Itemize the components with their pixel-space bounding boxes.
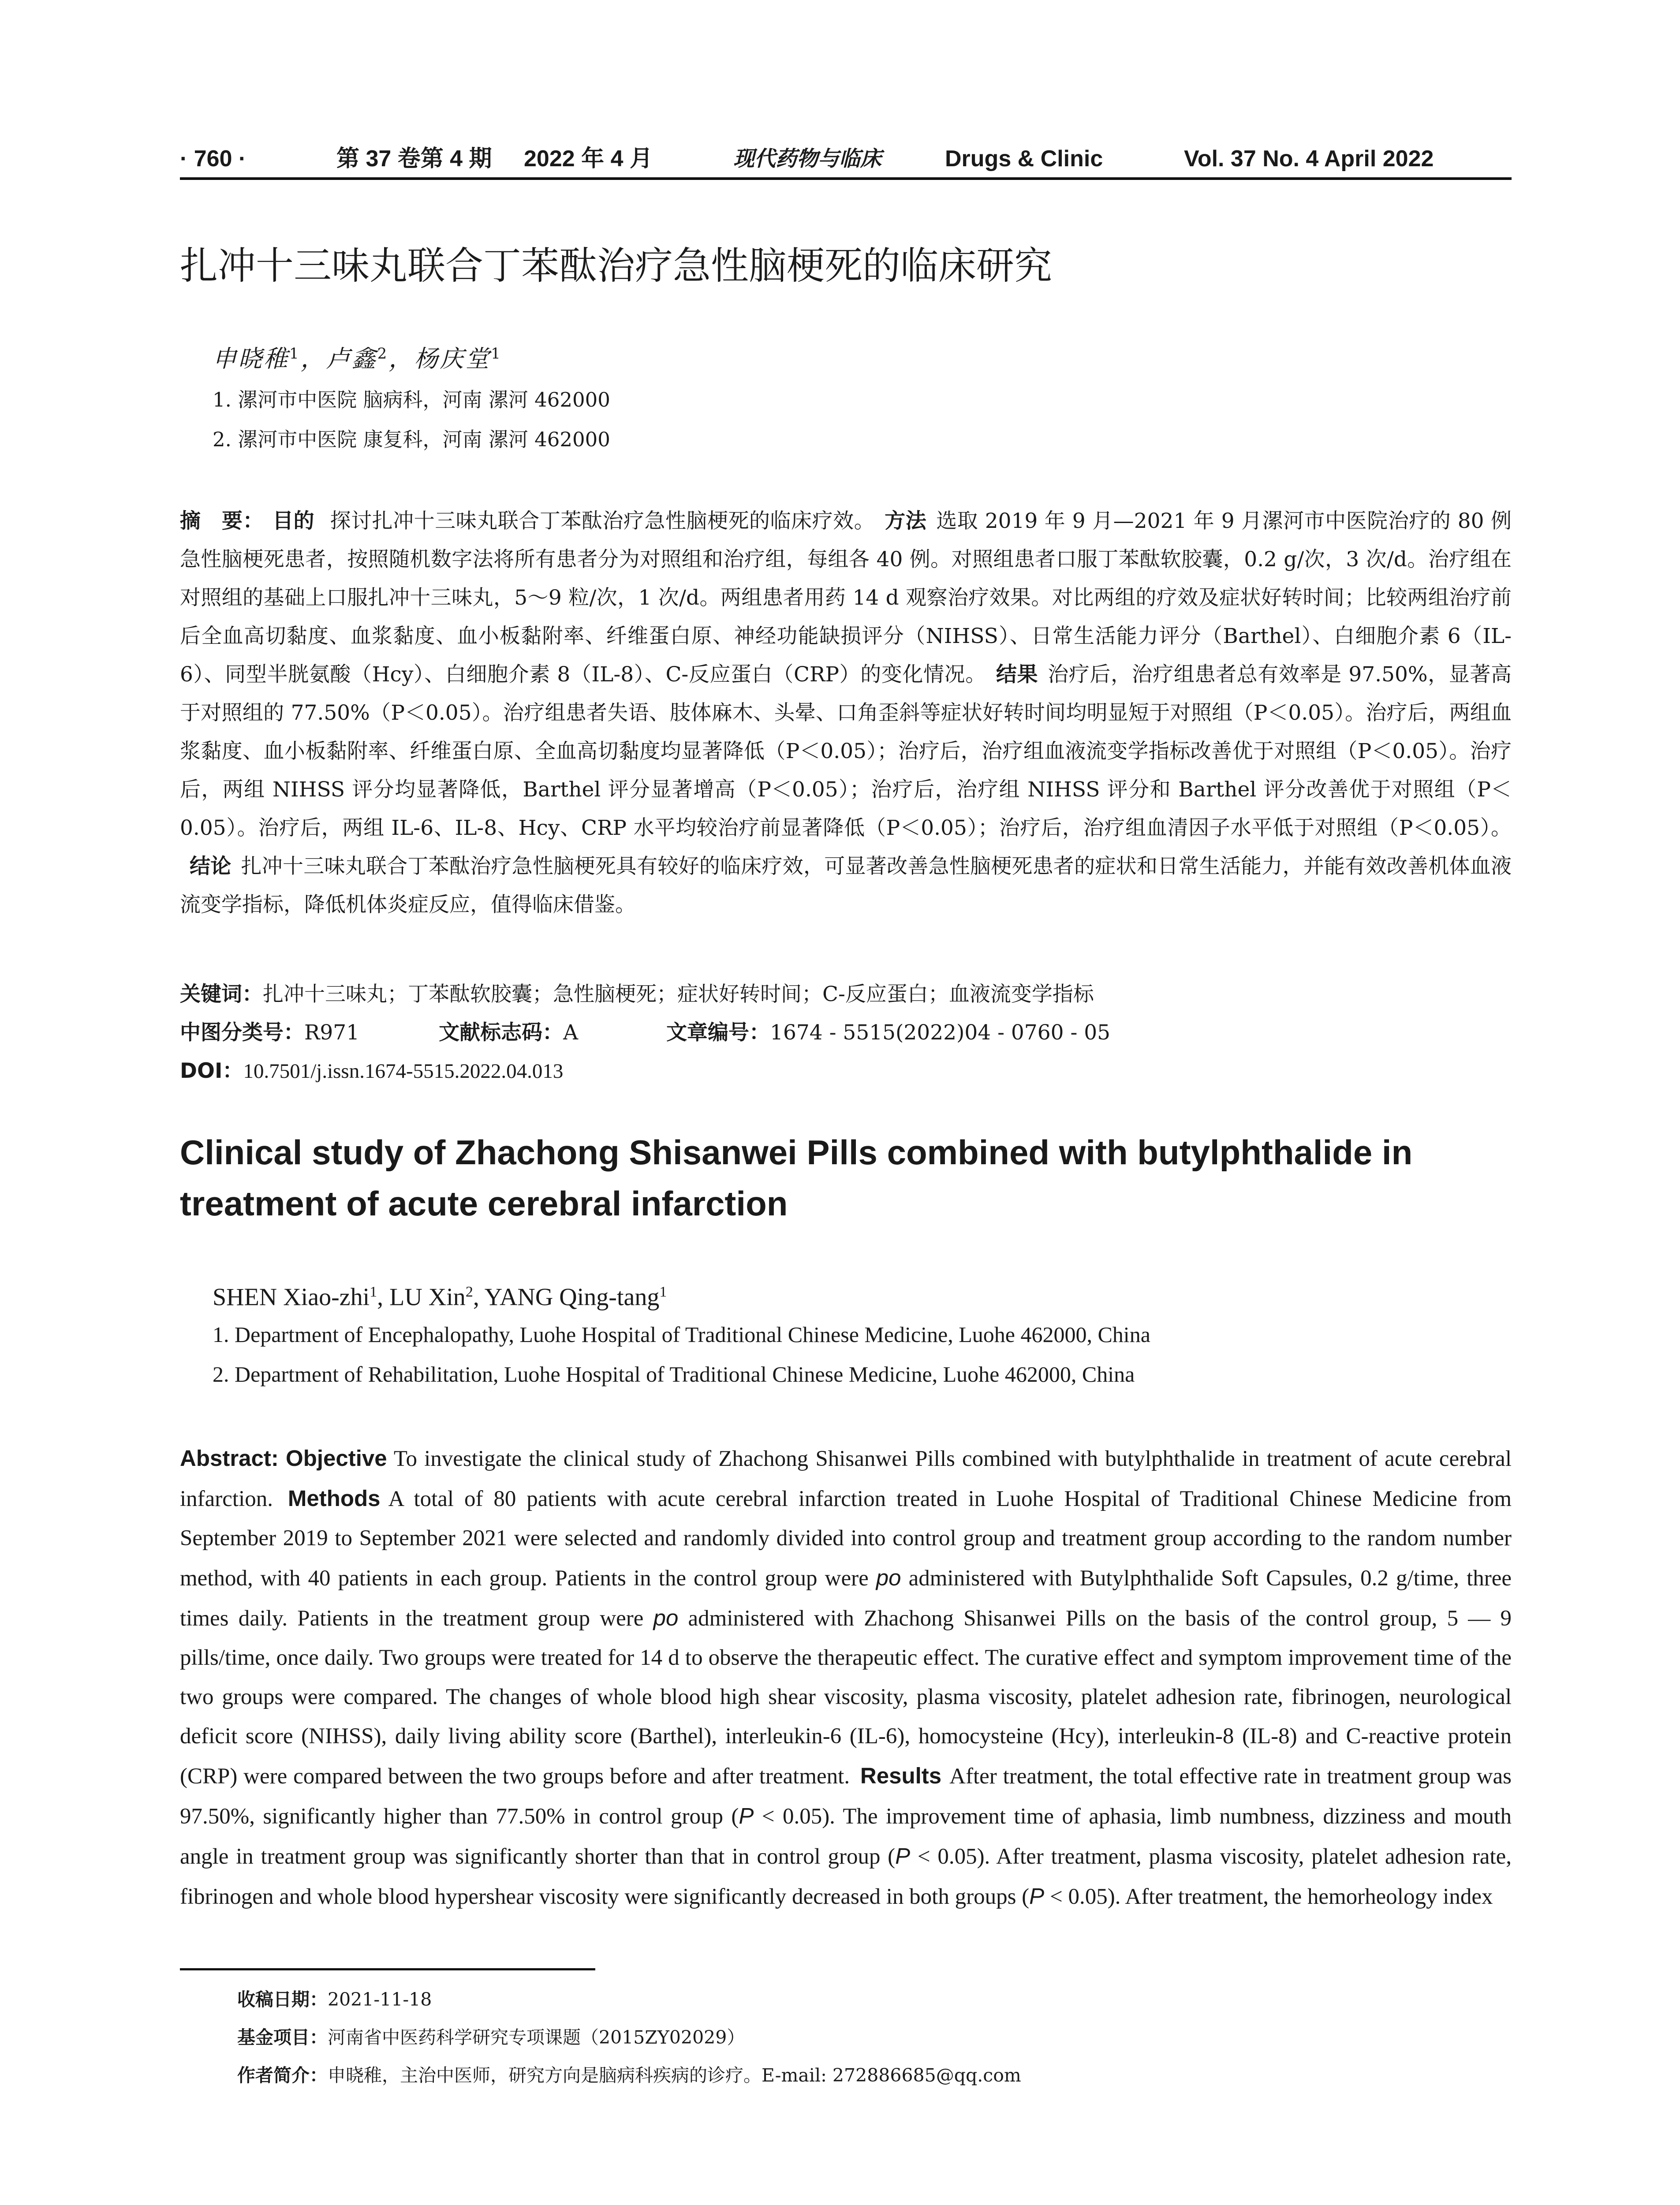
author-affil-mark: 1	[491, 345, 502, 363]
doi-line	[180, 1054, 563, 1089]
keywords-text: 扎冲十三味丸；丁苯酞软胶囊；急性脑梗死；症状好转时间；C-反应蛋白；血液流变学指标	[263, 982, 1094, 1006]
article-no-value: 1674 - 5515(2022)04 - 0760 - 05	[770, 1020, 1111, 1045]
po-abbrev: po	[653, 1605, 679, 1630]
methods-label: Methods	[287, 1486, 381, 1511]
author-name: 杨庆堂	[414, 345, 491, 373]
objective-text: To investigate the clinical study of Zhachong Shisanwei Pills combined with butylphthalide in treatment of acute cerebral infarction.	[180, 1446, 1512, 1511]
author-list-cn	[213, 336, 502, 377]
clc-label: 中图分类号：	[180, 1020, 304, 1045]
keywords-cn	[180, 977, 1094, 1012]
p-value-symbol: P	[895, 1843, 911, 1869]
author-name: YANG Qing-tang	[484, 1283, 660, 1311]
clc-value: R971	[304, 1020, 360, 1045]
po-abbrev: po	[876, 1565, 901, 1590]
conclusion-label: 结论	[190, 854, 231, 878]
author-separator: ,	[473, 1283, 485, 1311]
page-number: · 760 ·	[180, 146, 246, 172]
footnote-received	[237, 1985, 432, 2014]
paper-title-en: Clinical study of Zhachong Shisanwei Pills combined with butylphthalide in treatment of acute cerebral infarction	[180, 1133, 1413, 1223]
author-name: SHEN Xiao-zhi	[213, 1283, 370, 1311]
author-affil-mark: 2	[465, 1284, 473, 1300]
doi-label: DOI：	[180, 1059, 243, 1083]
results-text: < 0.05). The improvement time of aphasia, limb numbness, dizziness and mouth angle in treatment group was significantly shorter than that in control group (	[180, 1804, 1512, 1869]
author-separator: ，	[300, 345, 326, 373]
volume-en: Vol. 37 No. 4 April 2022	[1184, 146, 1434, 172]
footnote-divider	[180, 1968, 595, 1970]
received-label: 收稿日期：	[237, 1989, 328, 2010]
methods-label: 方法	[885, 509, 927, 533]
objective-text: 探讨扎冲十三味丸联合丁苯酞治疗急性脑梗死的临床疗效。	[330, 509, 875, 533]
keywords-label: 关键词：	[180, 982, 263, 1006]
journal-name-cn: 现代药物与临床	[733, 146, 882, 171]
methods-text: administered with Zhachong Shisanwei Pills on the basis of the control group, 5 — 9 pills/time, once daily. Two groups were treated for 14 d to observe the therapeutic effect. The curative effect and symptom improvement time of the two groups were compared. The changes of whole blood high shear viscosity, plasma viscosity, platelet adhesion rate, fibrinogen, neurological deficit score (NIHSS), daily living ability score (Barthel), interleukin-6 (IL-6), homocysteine (Hcy), interleukin-8 (IL-8) and C-reactive protein (CRP) were compared between the two groups before and after treatment.	[180, 1606, 1512, 1789]
affiliation-en-2: 2. Department of Rehabilitation, Luohe Hospital of Traditional Chinese Medicine, Luohe 462000, China	[213, 1362, 1135, 1387]
doi-value: 10.7501/j.issn.1674-5515.2022.04.013	[243, 1060, 564, 1083]
p-value-symbol: P	[739, 1803, 754, 1828]
doc-code-label: 文献标志码：	[439, 1020, 564, 1045]
objective-label: 目的	[273, 509, 315, 533]
footnote-author-bio	[237, 2061, 1021, 2089]
fund-text: 河南省中医药科学研究专项课题（2015ZY02029）	[328, 2027, 745, 2048]
author-list-en	[213, 1274, 667, 1315]
author-name: 申晓稚	[213, 345, 289, 373]
author-separator: ，	[388, 345, 414, 373]
results-text: After treatment, the total effective rate in treatment group was 97.50%, significantly higher than 77.50% in control group (	[180, 1764, 1512, 1829]
author-affil-mark: 2	[377, 345, 389, 363]
abstract-en	[180, 1439, 1512, 1917]
running-header	[180, 140, 1512, 180]
author-name: LU Xin	[389, 1283, 466, 1311]
abstract-label: Abstract:	[180, 1446, 279, 1471]
received-date: 2021-11-18	[328, 1989, 432, 2010]
conclusion-text: 扎冲十三味丸联合丁苯酞治疗急性脑梗死具有较好的临床疗效，可显著改善急性脑梗死患者的症状和日常生活能力，并能有效改善机体血液流变学指标，降低机体炎症反应，值得临床借鉴。	[180, 854, 1512, 917]
affiliation-cn-1: 1. 漯河市中医院 脑病科，河南 漯河 462000	[213, 388, 610, 411]
methods-text: A total of 80 patients with acute cerebral infarction treated in Luohe Hospital of Traditional Chinese Medicine from September 2019 to September 2021 were selected and randomly divided into control group and treatment group according to the random number method, with 40 patients in each group. Patients in the control group were	[180, 1487, 1512, 1591]
author-affil-mark: 1	[289, 345, 301, 363]
results-text: 治疗后，治疗组患者总有效率是 97.50%，显著高于对照组的 77.50%（P＜0.05）。治疗组患者失语、肢体麻木、头晕、口角歪斜等症状好转时间均明显短于对照组（P＜0.05）。治疗后，两组血浆黏度、血小板黏附率、纤维蛋白原、全血高切黏度均显著降低（P＜0.05）；治疗后，治疗组血液流变学指标改善优于对照组（P＜0.05）。治疗后，两组 NIHSS 评分均显著降低，Barthel 评分显著增高（P＜0.05）；治疗后，治疗组 NIHSS 评分和 Barthel 评分改善优于对照组（P＜0.05）。治疗后，两组 IL-6、IL-8、Hcy、CRP 水平均较治疗前显著降低（P＜0.05）；治疗后，治疗组血清因子水平低于对照组（P＜0.05）。	[180, 662, 1512, 840]
results-text: < 0.05). After treatment, plasma viscosity, platelet adhesion rate, fibrinogen and whole blood hypershear viscosity were significantly decreased in both groups (	[180, 1844, 1512, 1909]
author-bio-label: 作者简介：	[237, 2065, 328, 2086]
volume-cn: 第 37 卷第 4 期	[336, 146, 492, 172]
article-no-label: 文章编号：	[666, 1020, 770, 1045]
doc-code-value: A	[563, 1020, 579, 1045]
author-affil-mark: 1	[659, 1284, 667, 1300]
paper-title-cn: 扎冲十三味丸联合丁苯酞治疗急性脑梗死的临床研究	[180, 244, 1052, 288]
classification-line	[180, 1015, 1110, 1050]
results-label: Results	[860, 1763, 942, 1788]
journal-name-en: Drugs & Clinic	[945, 146, 1103, 172]
affiliation-cn-2: 2. 漯河市中医院 康复科，河南 漯河 462000	[213, 428, 610, 451]
methods-text: 选取 2019 年 9 月—2021 年 9 月漯河市中医院治疗的 80 例急性脑梗死患者，按照随机数字法将所有患者分为对照组和治疗组，每组各 40 例。对照组患者口服丁苯酞软胶囊，0.2 g/次，3 次/d。治疗组在对照组的基础上口服扎冲十三味丸，5～9 粒/次，1 次/d。两组患者用药 14 d 观察治疗效果。对比两组的疗效及症状好转时间；比较两组治疗前后全血高切黏度、血浆黏度、血小板黏附率、纤维蛋白原、神经功能缺损评分（NIHSS）、日常生活能力评分（Barthel）、白细胞介素 6（IL-6）、同型半胱氨酸（Hcy）、白细胞介素 8（IL-8）、C-反应蛋白（CRP）的变化情况。	[180, 509, 1512, 687]
results-text: < 0.05). After treatment, the hemorheology index	[1044, 1884, 1493, 1909]
author-name: 卢鑫	[326, 345, 377, 373]
abstract-cn	[180, 502, 1512, 924]
author-separator: ,	[377, 1283, 390, 1311]
fund-label: 基金项目：	[237, 2027, 328, 2048]
footnote-fund	[237, 2023, 745, 2052]
date-cn: 2022 年 4 月	[524, 146, 653, 172]
objective-label: Objective	[286, 1446, 387, 1471]
results-label: 结果	[996, 662, 1038, 687]
affiliation-en-1: 1. Department of Encephalopathy, Luohe Hospital of Traditional Chinese Medicine, Luohe 462000, China	[213, 1322, 1150, 1347]
author-bio-text: 申晓稚，主治中医师，研究方向是脑病科疾病的诊疗。E-mail: 272886685@qq.com	[328, 2065, 1021, 2086]
methods-text: administered with Butylphthalide Soft Capsules, 0.2 g/time, three times daily. Patients in the treatment group were	[180, 1566, 1512, 1631]
abstract-label: 摘 要：	[180, 509, 264, 533]
author-affil-mark: 1	[370, 1284, 377, 1300]
p-value-symbol: P	[1029, 1884, 1045, 1909]
